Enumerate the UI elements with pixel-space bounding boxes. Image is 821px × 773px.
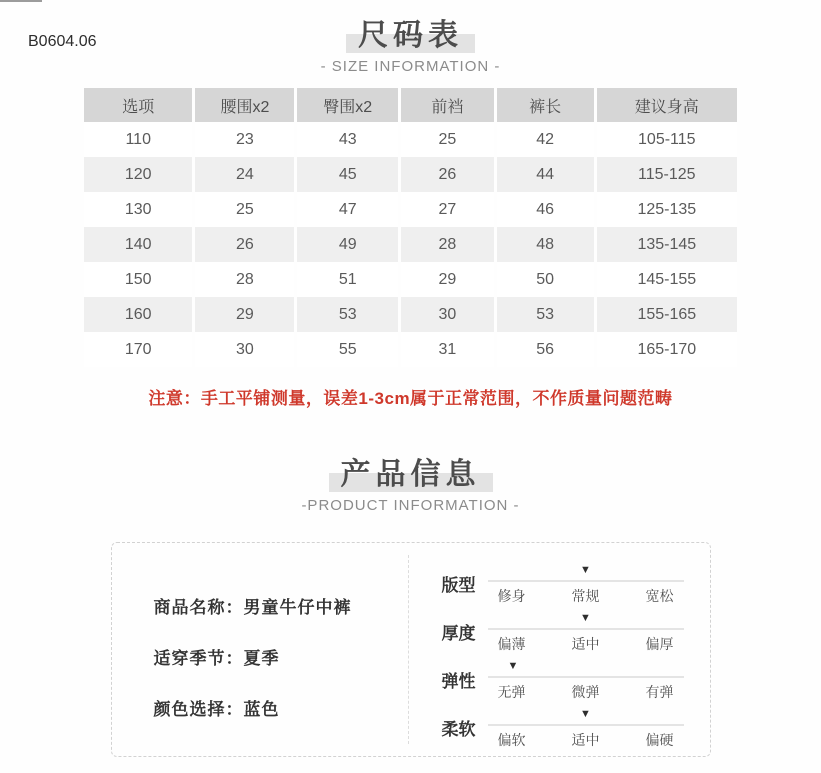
property-option: 微弹	[571, 684, 600, 700]
size-table-cell: 125-135	[597, 192, 737, 227]
size-table-cell: 42	[497, 122, 594, 157]
product-field-label: 颜色选择：	[153, 700, 244, 719]
size-table-cell: 49	[297, 227, 398, 262]
size-column-header: 裤长	[497, 88, 594, 122]
property-label: 弹性	[441, 672, 476, 691]
size-table-cell: 53	[497, 297, 594, 332]
size-table-row	[84, 262, 737, 297]
size-table-row	[84, 332, 737, 367]
size-table-cell: 30	[195, 332, 294, 367]
product-section-header	[0, 449, 821, 514]
size-table-cell: 26	[195, 227, 294, 262]
size-table-row	[84, 192, 737, 227]
product-section-title: 产品信息	[340, 458, 481, 491]
selected-level-arrow-icon: ▼	[580, 612, 591, 624]
property-option: 常规	[571, 588, 600, 604]
size-table-cell: 30	[401, 297, 494, 332]
selected-level-arrow-icon: ▼	[580, 564, 591, 576]
property-option: 适中	[571, 732, 600, 748]
size-table-cell: 120	[84, 157, 192, 192]
product-field-row	[154, 593, 408, 618]
corner-artifact	[0, 0, 42, 2]
size-table-cell: 160	[84, 297, 192, 332]
property-row	[441, 660, 684, 702]
property-label: 版型	[441, 576, 476, 595]
property-option: 宽松	[645, 588, 674, 604]
size-table-cell: 23	[195, 122, 294, 157]
size-column-header: 建议身高	[597, 88, 737, 122]
property-options	[488, 678, 684, 702]
size-table-cell: 105-115	[597, 122, 737, 157]
size-table-cell: 135-145	[597, 227, 737, 262]
size-table-cell: 47	[297, 192, 398, 227]
size-table-cell: 55	[297, 332, 398, 367]
vertical-divider	[408, 555, 409, 744]
product-field-row	[154, 644, 408, 669]
size-table-row	[84, 227, 737, 262]
size-section-title: 尺码表	[358, 19, 463, 52]
size-section-subtitle: - SIZE INFORMATION -	[320, 58, 501, 75]
size-table-cell: 165-170	[597, 332, 737, 367]
measurement-note: 注意：手工平铺测量，误差1-3cm属于正常范围，不作质量问题范畴	[148, 389, 673, 408]
property-option: 修身	[497, 588, 526, 604]
property-scale	[488, 612, 684, 654]
size-column-header: 臀围x2	[297, 88, 398, 122]
size-table-cell: 115-125	[597, 157, 737, 192]
size-table-cell: 140	[84, 227, 192, 262]
property-scale	[488, 708, 684, 750]
size-table-row	[84, 157, 737, 192]
size-table-cell: 46	[497, 192, 594, 227]
size-table-cell: 150	[84, 262, 192, 297]
size-table-cell: 45	[297, 157, 398, 192]
property-option: 偏厚	[645, 636, 674, 652]
product-field-label: 商品名称：	[153, 598, 244, 617]
product-field-row	[154, 695, 408, 720]
property-options	[488, 726, 684, 750]
property-row	[441, 564, 684, 606]
size-table-cell: 51	[297, 262, 398, 297]
property-option: 无弹	[497, 684, 526, 700]
property-label: 厚度	[441, 624, 476, 643]
property-label: 柔软	[441, 720, 476, 739]
product-properties	[408, 543, 710, 756]
size-table-cell: 29	[401, 262, 494, 297]
product-section-subtitle: -PRODUCT INFORMATION -	[301, 497, 520, 514]
property-scale	[488, 660, 684, 702]
property-options	[488, 582, 684, 606]
size-table-cell: 48	[497, 227, 594, 262]
size-table-cell: 25	[401, 122, 494, 157]
product-field-value: 蓝色	[243, 700, 280, 719]
size-table	[81, 88, 740, 367]
size-table-cell: 31	[401, 332, 494, 367]
size-table-cell: 28	[401, 227, 494, 262]
size-table-cell: 50	[497, 262, 594, 297]
size-table-cell: 26	[401, 157, 494, 192]
property-option: 偏软	[497, 732, 526, 748]
size-section-header	[0, 0, 821, 75]
property-options	[488, 630, 684, 654]
size-table-cell: 28	[195, 262, 294, 297]
size-table-cell: 25	[195, 192, 294, 227]
sku-code: B0604.06	[28, 33, 97, 50]
product-field-label: 适穿季节：	[153, 649, 244, 668]
size-table-header-row	[84, 88, 737, 122]
size-table-cell: 145-155	[597, 262, 737, 297]
selected-level-arrow-icon: ▼	[507, 660, 519, 672]
size-table-cell: 27	[401, 192, 494, 227]
size-table-cell: 53	[297, 297, 398, 332]
size-table-cell: 130	[84, 192, 192, 227]
selected-level-arrow-icon: ▼	[580, 708, 591, 720]
size-table-cell: 110	[84, 122, 192, 157]
property-row	[441, 612, 684, 654]
property-row	[441, 708, 684, 750]
size-table-row	[84, 297, 737, 332]
size-column-header: 腰围x2	[195, 88, 294, 122]
size-table-row	[84, 122, 737, 157]
size-column-header: 前裆	[401, 88, 494, 122]
size-table-cell: 43	[297, 122, 398, 157]
size-table-cell: 29	[195, 297, 294, 332]
product-field-value: 男童牛仔中裤	[243, 598, 352, 617]
size-table-cell: 24	[195, 157, 294, 192]
size-table-cell: 155-165	[597, 297, 737, 332]
property-option: 偏硬	[645, 732, 674, 748]
property-option: 偏薄	[497, 636, 526, 652]
size-column-header: 选项	[84, 88, 192, 122]
product-info-box	[111, 542, 711, 757]
size-table-cell: 170	[84, 332, 192, 367]
size-table-cell: 56	[497, 332, 594, 367]
property-option: 有弹	[645, 684, 674, 700]
product-field-value: 夏季	[243, 649, 280, 668]
property-scale	[488, 564, 684, 606]
property-option: 适中	[571, 636, 600, 652]
size-table-cell: 44	[497, 157, 594, 192]
product-fields	[112, 543, 408, 756]
